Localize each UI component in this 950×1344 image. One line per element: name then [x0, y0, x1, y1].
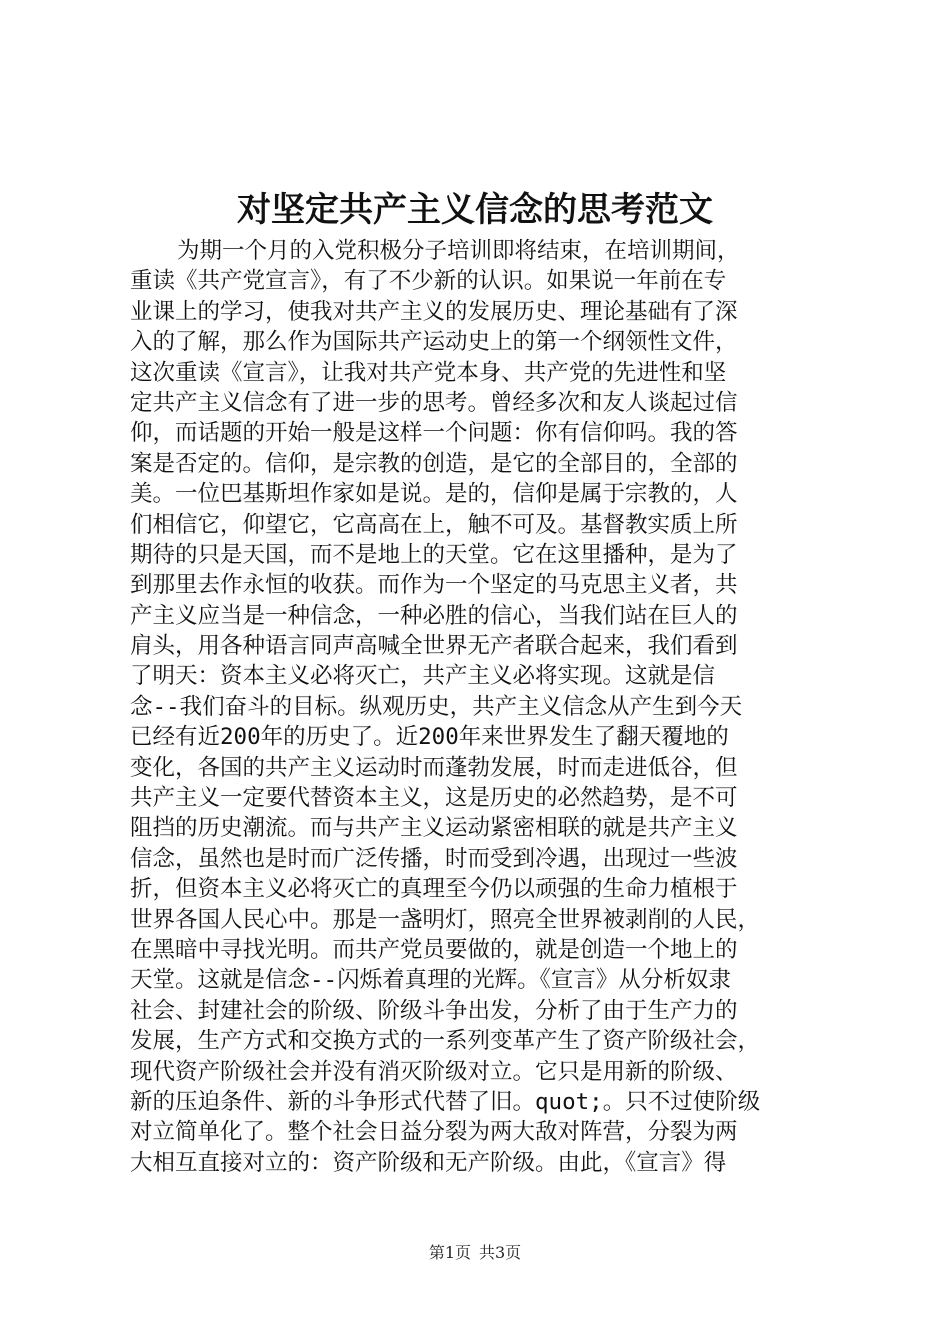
text-line: 到那里去作永恒的收获。而作为一个坚定的马克思主义者，共 [130, 572, 738, 599]
text-line: 案是否定的。信仰，是宗教的创造，是它的全部目的，全部的 [130, 450, 738, 477]
text-line: 肩头，用各种语言同声高喊全世界无产者联合起来，我们看到 [130, 633, 738, 660]
text-line: 重读《共产党宣言》，有了不少新的认识。如果说一年前在专 [130, 268, 727, 295]
text-line: 在黑暗中寻找光明。而共产党员要做的，就是创造一个地上的 [130, 936, 738, 963]
text-line: 世界各国人民心中。那是一盏明灯，照亮全世界被剥削的人民， [130, 906, 761, 933]
text-line: 为期一个月的入党积极分子培训即将结束，在培训期间， [177, 238, 740, 264]
text-line: 了明天：资本主义必将灭亡，共产主义必将实现。这就是信 [130, 663, 716, 690]
text-line: 折，但资本主义必将灭亡的真理至今仍以顽强的生命力植根于 [130, 876, 738, 903]
text-line: 现代资产阶级社会并没有消灭阶级对立。它只是用新的阶级、 [130, 1058, 738, 1085]
text-line: 发展，生产方式和交换方式的一系列变革产生了资产阶级社会， [130, 1028, 761, 1055]
text-line: 仰，而话题的开始一般是这样一个问题：你有信仰吗。我的答 [130, 420, 738, 447]
text-line: 对立简单化了。整个社会日益分裂为两大敌对阵营，分裂为两 [130, 1119, 738, 1146]
text-line: 大相互直接对立的：资产阶级和无产阶级。由此，《宣言》得 [130, 1149, 727, 1176]
text-line: 定共产主义信念有了进一步的思考。曾经多次和友人谈起过信 [130, 389, 738, 416]
text-line: 已经有近200年的历史了。近200年来世界发生了翻天覆地的 [130, 724, 729, 751]
body-paragraph [130, 236, 830, 1178]
text-line: 念--我们奋斗的目标。纵观历史，共产主义信念从产生到今天 [130, 693, 743, 720]
text-line: 入的了解，那么作为国际共产运动史上的第一个纲领性文件， [130, 329, 738, 356]
text-line: 这次重读《宣言》，让我对共产党本身、共产党的先进性和坚 [130, 359, 727, 386]
text-line: 信念，虽然也是时而广泛传播，时而受到冷遇，出现过一些波 [130, 845, 738, 872]
text-line: 天堂。这就是信念--闪烁着真理的光辉。《宣言》从分析奴隶 [130, 967, 731, 994]
text-line: 共产主义一定要代替资本主义，这是历史的必然趋势，是不可 [130, 785, 738, 812]
page-footer [0, 1242, 950, 1264]
text-line: 美。一位巴基斯坦作家如是说。是的，信仰是属于宗教的，人 [130, 481, 738, 508]
text-line: 社会、封建社会的阶级、阶级斗争出发，分析了由于生产力的 [130, 997, 738, 1024]
text-line: 阻挡的历史潮流。而与共产主义运动紧密相联的就是共产主义 [130, 815, 738, 842]
text-line: 业课上的学习，使我对共产主义的发展历史、理论基础有了深 [130, 298, 738, 325]
page-number: 第1页 [428, 1243, 471, 1262]
page-total: 共3页 [479, 1243, 522, 1262]
text-line: 产主义应当是一种信念，一种必胜的信心，当我们站在巨人的 [130, 602, 738, 629]
text-line: 新的压迫条件、新的斗争形式代替了旧。quot;。只不过使阶级 [130, 1088, 761, 1115]
text-line: 期待的只是天国，而不是地上的天堂。它在这里播种，是为了 [130, 541, 738, 568]
text-line: 变化，各国的共产主义运动时而蓬勃发展，时而走进低谷，但 [130, 754, 738, 781]
document-title: 对坚定共产主义信念的思考范文 [237, 190, 713, 230]
text-line: 们相信它，仰望它，它高高在上，触不可及。基督教实质上所 [130, 511, 738, 538]
